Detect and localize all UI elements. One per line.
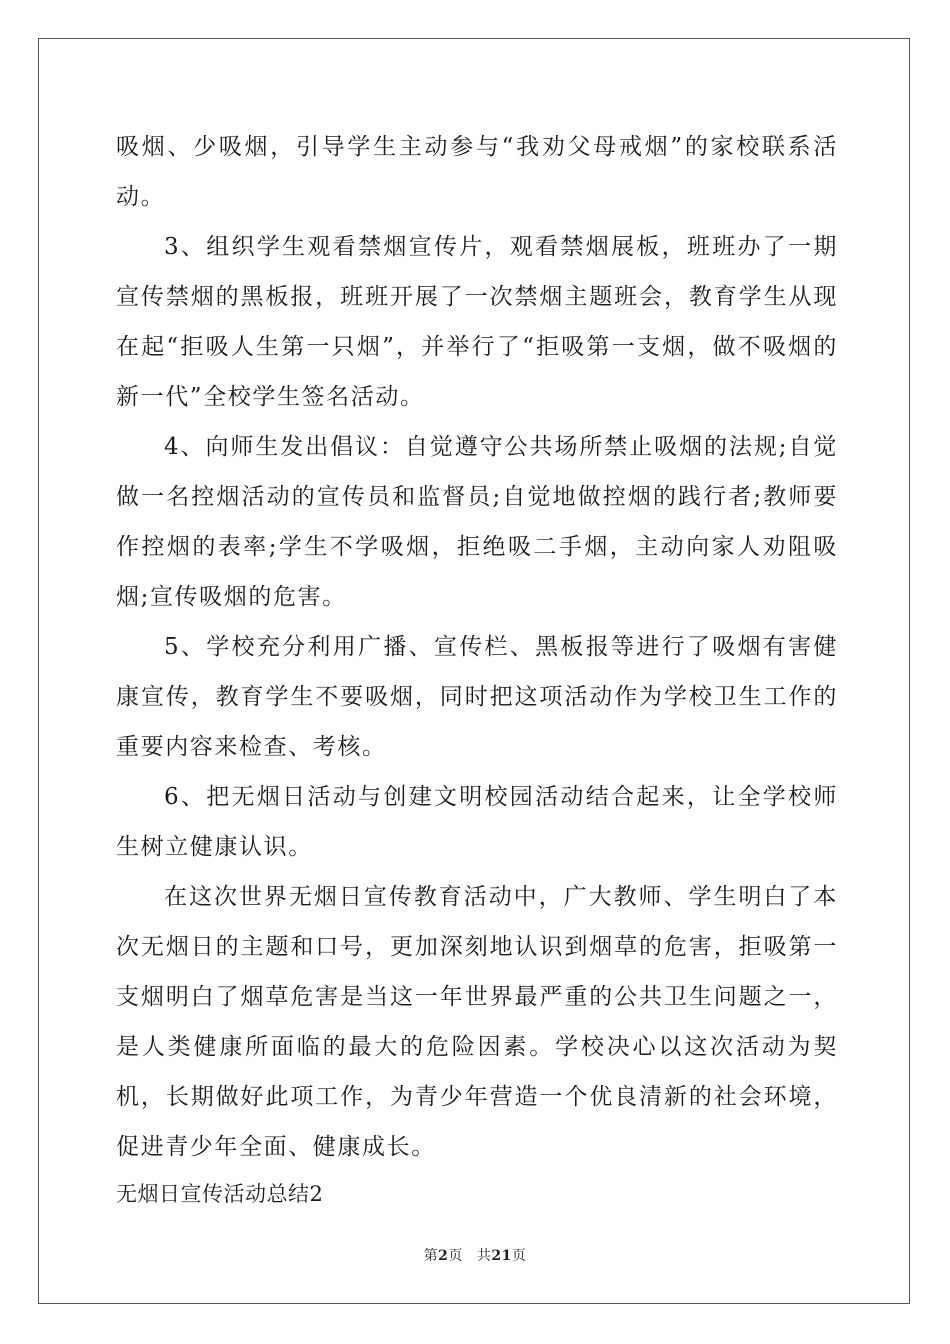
page-total-prefix: 共 <box>476 1248 492 1264</box>
page-number-suffix: 页 <box>448 1248 463 1264</box>
paragraph-6: 在这次世界无烟日宣传教育活动中，广大教师、学生明白了本次无烟日的主题和口号，更加深刻地认识到烟草的危害，拒吸第一支烟明白了烟草危害是当这一年世界最严重的公共卫生问题之一，是人类健康所面临的最大的危险因素。学校决心以这次活动为契机，长期做好此项工作，为青少年营造一个优良清新的社会环境，促进青少年全面、健康成长。 <box>116 884 838 1160</box>
page-total-suffix: 页 <box>511 1248 527 1264</box>
page-total: 21 <box>491 1248 512 1264</box>
paragraph-1: 吸烟、少吸烟，引导学生主动参与“我劝父母戒烟”的家校联系活动。 <box>116 134 838 210</box>
page-number-current: 2 <box>438 1248 449 1264</box>
document-body <box>116 122 838 1212</box>
paragraph-4: 5、学校充分利用广播、宣传栏、黑板报等进行了吸烟有害健康宣传，教育学生不要吸烟，同时把这项活动作为学校卫生工作的重要内容来检查、考核。 <box>116 634 838 760</box>
paragraph-3: 4、向师生发出倡议：自觉遵守公共场所禁止吸烟的法规;自觉做一名控烟活动的宣传员和监督员;自觉地做控烟的践行者;教师要作控烟的表率;学生不学吸烟，拒绝吸二手烟，主动向家人劝阻吸烟;宣传吸烟的危害。 <box>116 434 838 610</box>
paragraph-5: 6、把无烟日活动与创建文明校园活动结合起来，让全学校师生树立健康认识。 <box>116 784 838 860</box>
page-footer <box>0 1245 950 1265</box>
section-heading: 无烟日宣传活动总结2 <box>116 1182 324 1206</box>
paragraph-2: 3、组织学生观看禁烟宣传片，观看禁烟展板，班班办了一期宣传禁烟的黑板报，班班开展了一次禁烟主题班会，教育学生从现在起“拒吸人生第一只烟”，并举行了“拒吸第一支烟，做不吸烟的新一代”全校学生签名活动。 <box>116 234 838 410</box>
page-number-prefix: 第 <box>423 1248 439 1264</box>
